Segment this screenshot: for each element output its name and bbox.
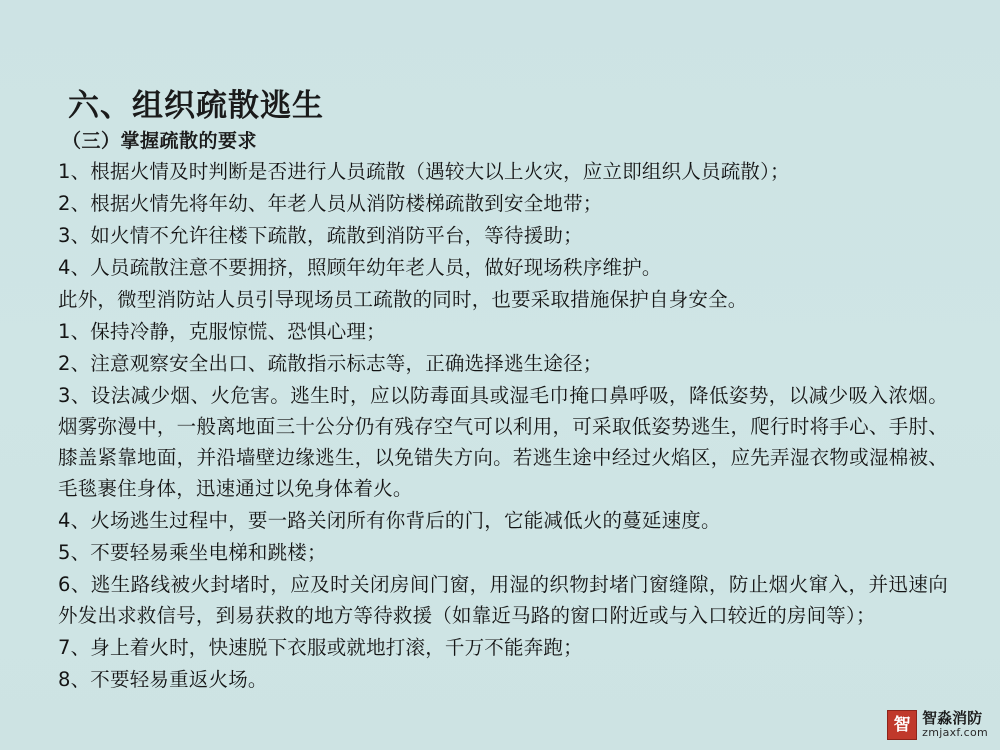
paragraph: 3、设法减少烟、火危害。逃生时，应以防毒面具或湿毛巾掩口鼻呼吸，降低姿势，以减少吸入浓烟。烟雾弥漫中，一般离地面三十公分仍有残存空气可以利用，可采取低姿势逃生，爬行时将手心、手肘、膝盖紧靠地面，并沿墙壁边缘逃生，以免错失方向。若逃生途中经过火焰区，应先弄湿衣物或湿棉被、毛毯裹住身体，迅速通过以免身体着火。 (58, 384, 948, 500)
paragraph: 1、根据火情及时判断是否进行人员疏散（遇较大以上火灾，应立即组织人员疏散）； (58, 160, 790, 183)
watermark-url: zmjaxf.com (922, 726, 988, 740)
brand-logo-icon: 智 (887, 710, 917, 740)
paragraph: 2、注意观察安全出口、疏散指示标志等，正确选择逃生途径； (58, 352, 603, 375)
paragraph: 1、保持冷静，克服惊慌、恐惧心理； (58, 320, 386, 343)
paragraph: 4、人员疏散注意不要拥挤，照顾年幼年老人员，做好现场秩序维护。 (58, 256, 662, 279)
paragraph: 4、火场逃生过程中，要一路关闭所有你背后的门，它能减低火的蔓延速度。 (58, 509, 721, 532)
body-text-block (58, 156, 948, 696)
paragraph: 8、不要轻易重返火场。 (58, 668, 268, 691)
watermark-brand-name: 智淼消防 (922, 709, 983, 728)
section-subtitle: （三）掌握疏散的要求 (62, 130, 258, 152)
paragraph: 6、逃生路线被火封堵时，应及时关闭房间门窗，用湿的织物封堵门窗缝隙，防止烟火窜入，并迅速向外发出求救信号，到易获救的地方等待救援（如靠近马路的窗口附近或与入口较近的房间等）； (58, 573, 948, 627)
page-title: 六、组织疏散逃生 (68, 88, 324, 124)
paragraph: 此外，微型消防站人员引导现场员工疏散的同时，也要采取措施保护自身安全。 (58, 288, 748, 311)
watermark-text (922, 711, 988, 738)
watermark (887, 710, 988, 740)
paragraph: 2、根据火情先将年幼、年老人员从消防楼梯疏散到安全地带； (58, 192, 603, 215)
paragraph: 3、如火情不允许往楼下疏散，疏散到消防平台，等待援助； (58, 224, 583, 247)
paragraph: 7、身上着火时，快速脱下衣服或就地打滚，千万不能奔跑； (58, 636, 583, 659)
paragraph: 5、不要轻易乘坐电梯和跳楼； (58, 541, 327, 564)
